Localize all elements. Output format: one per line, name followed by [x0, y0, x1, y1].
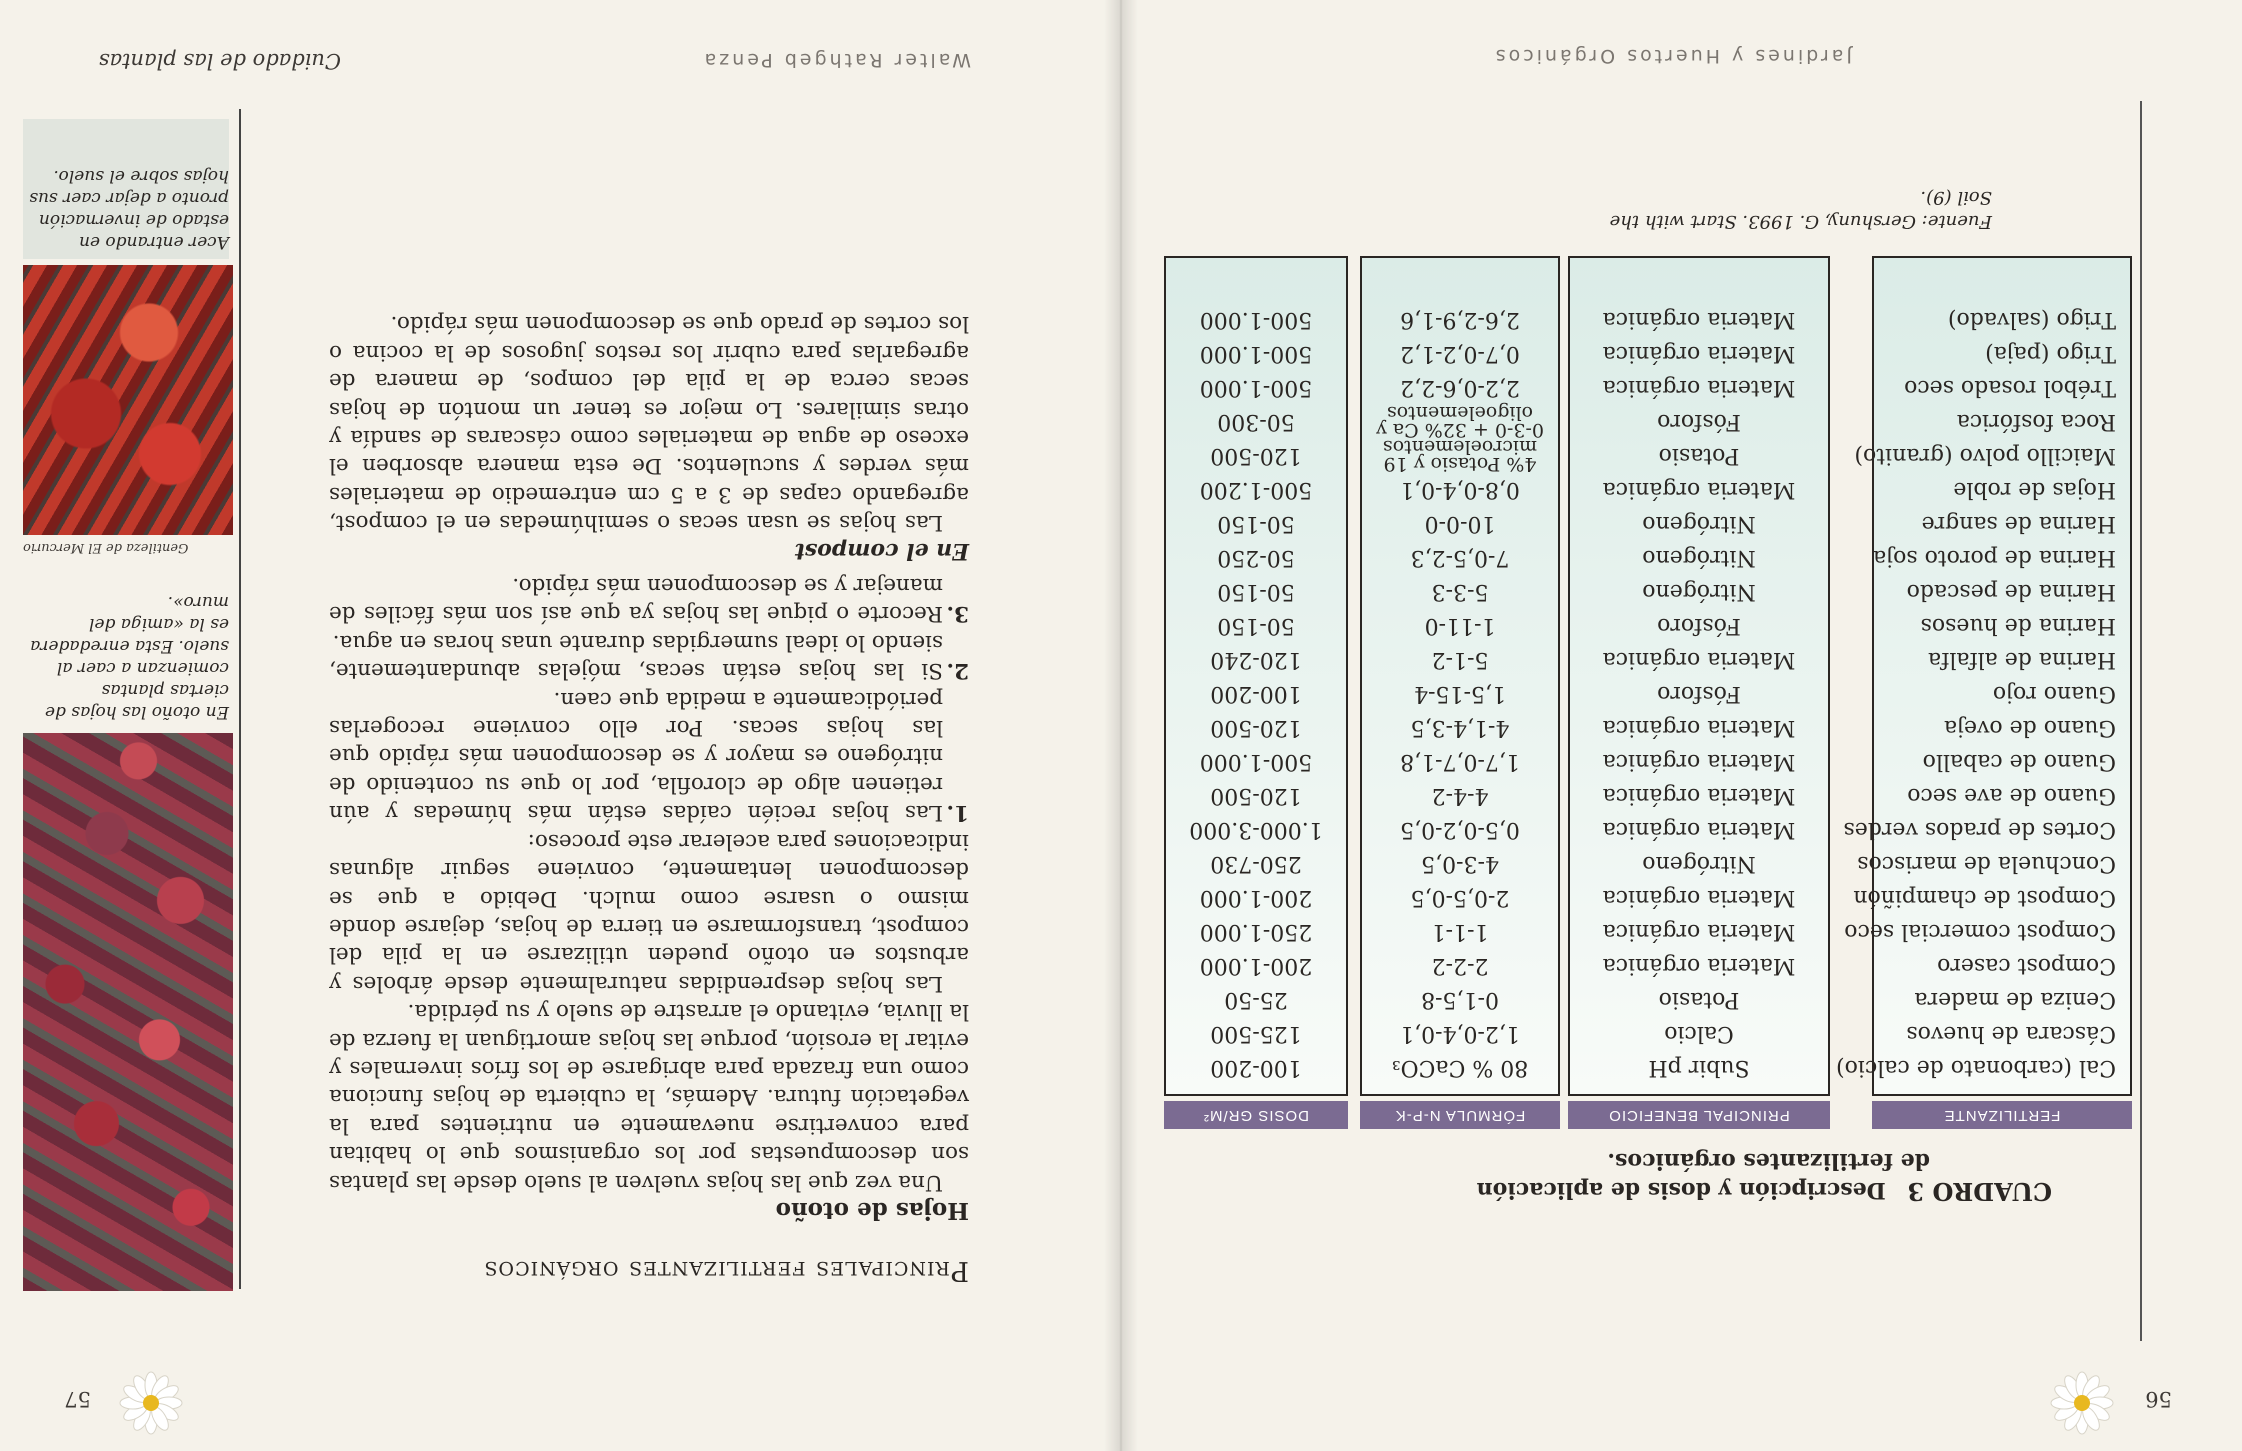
table-cell-fertilizante: Trigo (paja) [1985, 341, 2116, 366]
table-cell-beneficio: Materia orgánica [1602, 749, 1796, 774]
table-cell-formula: 2,6-2,9-1,6 [1400, 307, 1520, 332]
table-cell-fertilizante: Hojas de roble [1953, 477, 2116, 502]
daisy-icon [2042, 1371, 2122, 1435]
table-caption [1232, 1146, 2052, 1206]
body-text [329, 309, 969, 1236]
table-cell-beneficio: Fósforo [1657, 613, 1741, 638]
folio-57: 57 [64, 1387, 91, 1411]
item-text: Las hojas recién caídas están más húmedas y aún retienen algo de clorofila, por lo que su contenido de nitrógeno es mayor y se descomponen más rápido que las hojas secas. Por ello conviene recogerlas periódicamente a medida que caen. [329, 686, 943, 826]
table-cell-dosis: 50-150 [1217, 579, 1295, 604]
column-dosis [1164, 256, 1348, 1096]
table-cell-dosis: 120-500 [1210, 443, 1302, 468]
table-cell-fertilizante: Cáscara de huevos [1906, 1021, 2116, 1046]
column-beneficio [1568, 256, 1830, 1096]
table-cell-formula: 2-2-2 [1431, 953, 1489, 978]
table-cell-formula: 1,5-15-4 [1414, 681, 1506, 706]
table-cell-formula: 0,5-0,2-0,5 [1400, 817, 1520, 842]
margin-rule [2140, 101, 2142, 1341]
table-cell-beneficio: Fósforo [1657, 681, 1741, 706]
table-source: Fuente: Gershuny, G. 1993. Start with the Soil (9). [1609, 187, 1992, 232]
table-cell-beneficio: Potasio [1658, 443, 1740, 468]
numbered-item-3 [329, 571, 969, 628]
item-number: 3. [946, 601, 969, 627]
table-cell-formula: 80 % CaCO₃ [1391, 1055, 1529, 1080]
table-cell-beneficio: Materia orgánica [1602, 715, 1796, 740]
item-number: 1. [946, 800, 969, 826]
table-cell-fertilizante: Guano de ave seco [1907, 783, 2116, 808]
table-cell-fertilizante: Compost casero [1937, 953, 2116, 978]
table-cell-fertilizante: Roca fosfórica [1956, 409, 2116, 434]
table-cell-formula: 1,7-0,7-1,8 [1400, 749, 1520, 774]
item-text: Si las hojas están secas, mójelas abundantemente, siendo lo ideal sumergidas durante unas horas en agua. [329, 629, 943, 684]
table-cell-formula: 5-3-3 [1431, 579, 1489, 604]
table-cell-beneficio: Materia orgánica [1602, 919, 1796, 944]
table-cell-dosis: 500-1.200 [1199, 477, 1313, 502]
table-cell-dosis: 125-500 [1210, 1021, 1302, 1046]
margin-rule [239, 109, 241, 1289]
photo-credit: Gentileza de El Mercurio [23, 540, 189, 555]
table-title-line1: Descripción y dosis de aplicación [1476, 1177, 1886, 1203]
table-cell-dosis: 120-500 [1210, 715, 1302, 740]
ivy-photo [23, 733, 233, 1291]
table-cell-dosis: 250-1.000 [1199, 919, 1313, 944]
table-cell-fertilizante: Guano de caballo [1922, 749, 2116, 774]
acer-photo [23, 265, 233, 535]
table-cell-beneficio: Potasio [1658, 987, 1740, 1012]
table-cell-dosis: 50-250 [1217, 545, 1295, 570]
table-cell-dosis: 50-150 [1217, 511, 1295, 536]
column-formula [1360, 256, 1560, 1096]
table-cell-fertilizante: Guano rojo [1992, 681, 2116, 706]
header-formula: FÓRMULA N-P-K [1360, 1101, 1560, 1129]
table-cell-dosis: 50-150 [1217, 613, 1295, 638]
table-cell-fertilizante: Harina de sangre [1921, 511, 2116, 536]
numbered-item-1 [329, 684, 969, 826]
table-cell-fertilizante: Trigo (salvado) [1947, 307, 2116, 332]
table-cell-dosis: 50-300 [1217, 409, 1295, 434]
table-cell-beneficio: Nitrógeno [1642, 545, 1756, 570]
table-cell-formula: 4-4-2 [1431, 783, 1489, 808]
item-number: 2. [946, 658, 969, 684]
paragraph-compost: Las hojas se usan secas o semihúmedas en el compost, agregando capas de 3 a 5 cm entremedio de materiales más verdes y suculentos. De esta manera absorben el exceso de agua de materiales como cáscaras de sandía y otras similares. Lo mejor es tener un montón de hojas secas cerca de la pila del compos, de manera de agregarlas para cubrir los restos jugosos de la cocina o los cortes de prado que se descomponen más rápido. [329, 311, 969, 536]
table-cell-dosis: 100-200 [1210, 1055, 1302, 1080]
table-cell-dosis: 200-1.000 [1199, 953, 1313, 978]
table-cell-dosis: 25-50 [1224, 987, 1288, 1012]
book-gutter [1104, 0, 1138, 1451]
table-cell-dosis: 250-730 [1210, 851, 1302, 876]
table-cell-fertilizante: Harina de pescado [1906, 579, 2116, 604]
table-cell-formula: 1-11-0 [1424, 613, 1496, 638]
table-cell-beneficio: Nitrógeno [1642, 511, 1756, 536]
paragraph-1: Una vez que las hojas vuelven al suelo desde las plantas son descompuestas por los organismos que lo habitan para convertirse nuevamente en nutrientes para la vegetación futura. Además, la cubierta de hojas funciona como una frazada para abrigarse de los fríos invernales y evitar la erosión, porque las hojas amortiguan la fuerza de la lluvia, evitando el arrastre de suelo y su pérdida. [329, 999, 969, 1195]
table-cell-fertilizante: Cal (carbonato de calcio) [1836, 1055, 2116, 1080]
table-cell-fertilizante: Ceniza de madera [1914, 987, 2116, 1012]
table-cell-dosis: 120-240 [1210, 647, 1302, 672]
table-cell-formula: 7-0,5-2,3 [1410, 545, 1510, 570]
table-cell-formula: 1,2-0,4-0,1 [1400, 1021, 1520, 1046]
header-dosis: DOSIS GR/M² [1164, 1101, 1348, 1129]
table-cell-formula: 2-0,5-0,5 [1410, 885, 1510, 910]
table-cell-formula: 0-3-0 + 32% Ca y oligoelementos [1375, 402, 1544, 441]
table-cell-formula: 5-1-2 [1431, 647, 1489, 672]
table-cell-beneficio: Materia orgánica [1602, 307, 1796, 332]
table-cell-dosis: 100-200 [1210, 681, 1302, 706]
table-cell-formula: 1-1-1 [1431, 919, 1489, 944]
table-cell-dosis: 500-1.000 [1199, 749, 1313, 774]
table-cell-dosis: 500-1.000 [1199, 307, 1313, 332]
table-cell-fertilizante: Harina de alfalfa [1928, 647, 2116, 672]
column-fertilizante [1836, 256, 2132, 1096]
table-cell-fertilizante: Trébol rosado seco [1904, 375, 2116, 400]
table-cell-formula: 0,7-0,2-1,2 [1400, 341, 1520, 366]
table-cell-dosis: 1.000-3.000 [1189, 817, 1323, 842]
table-cell-beneficio: Materia orgánica [1602, 477, 1796, 502]
table-cell-beneficio: Calcio [1664, 1021, 1734, 1046]
table-cell-formula: 0,8-0,4-0,1 [1400, 477, 1520, 502]
header-fertilizante: FERTILIZANTE [1872, 1101, 2132, 1129]
numbered-item-2 [329, 627, 969, 684]
subheading-en-el-compost: En el compost [794, 537, 969, 564]
table-cell-beneficio: Materia orgánica [1602, 647, 1796, 672]
table-cell-fertilizante: Harina de huesos [1920, 613, 2116, 638]
table-cell-fertilizante: Maicillo polvo (granito) [1854, 443, 2116, 468]
table-cell-fertilizante: Compost de champiñón [1853, 885, 2116, 910]
table-cell-dosis: 500-1.000 [1199, 341, 1313, 366]
table-label: CUADRO 3 [1907, 1177, 2052, 1206]
running-head-57-author: Walter Rathgeb Penza [701, 49, 971, 71]
table-title-line2: de fertilizantes orgánicos. [1607, 1148, 1930, 1174]
table-cell-fertilizante: Conchuela de mariscos [1857, 851, 2116, 876]
table-cell-formula: 4% Potasio y 19 microelementos [1382, 436, 1538, 475]
table-cell-dosis: 500-1.000 [1199, 375, 1313, 400]
table-cell-formula: 4-1,4-3,5 [1410, 715, 1510, 740]
subheading-hojas-otono: Hojas de otoño [775, 1197, 969, 1224]
running-head-57-section: Cuidado de las plantas [98, 49, 341, 73]
table-cell-beneficio: Materia orgánica [1602, 783, 1796, 808]
table-cell-formula: 2,2-0,6-2,2 [1400, 375, 1520, 400]
table-cell-dosis: 200-1.000 [1199, 885, 1313, 910]
acer-caption: Acer entrando en estado de invernación pronto a dejar caer sus hojas sobre el suelo. [29, 166, 229, 252]
table-cell-fertilizante: Guano de oveja [1944, 715, 2116, 740]
item-text: Recorte o pique las hojas ya que así son más fáciles de manejar y se descomponen más rápido. [329, 573, 943, 627]
table-cell-beneficio: Nitrógeno [1642, 579, 1756, 604]
table-cell-beneficio: Fósforo [1657, 409, 1741, 434]
folio-56: 56 [2145, 1387, 2172, 1411]
daisy-icon [111, 1371, 191, 1435]
table-cell-dosis: 120-500 [1210, 783, 1302, 808]
table-cell-formula: 4-3-0,5 [1421, 851, 1499, 876]
table-cell-beneficio: Subir pH [1648, 1055, 1750, 1080]
table-cell-beneficio: Materia orgánica [1602, 375, 1796, 400]
table-cell-beneficio: Materia orgánica [1602, 953, 1796, 978]
table-cell-beneficio: Materia orgánica [1602, 885, 1796, 910]
table-cell-formula: 0-1,5-8 [1421, 987, 1499, 1012]
ivy-caption: En otoño las hojas de ciertas plantas comienzan a caer al suelo. Esta enredadera es la «amiga del muro». [30, 592, 229, 722]
page-56 [1121, 0, 2242, 1451]
table-cell-beneficio: Materia orgánica [1602, 341, 1796, 366]
table-cell-formula: 10-0-0 [1424, 511, 1496, 536]
header-beneficio: PRINCIPAL BENEFICIO [1568, 1101, 1830, 1129]
table-cell-fertilizante: Harina de poroto soja [1873, 545, 2116, 570]
section-title: Principales fertilizantes orgánicos [483, 1255, 969, 1286]
running-head-56: Jardines y Huertos Orgánicos [1492, 45, 1852, 67]
table-cell-fertilizante: Cortes de prados verdes [1843, 817, 2116, 842]
table-cell-beneficio: Nitrógeno [1642, 851, 1756, 876]
table-cell-beneficio: Materia orgánica [1602, 817, 1796, 842]
paragraph-2: Las hojas desprendidas naturalmente desde árboles y arbustos en otoño pueden utilizarse en la pila del compost, transformarse en tierra de hojas, dejarse donde mismo o usarse como mulch. Debido a que se descomponen lentamente, conviene seguir algunas indicaciones para acelerar este proceso: [329, 828, 969, 996]
table-cell-fertilizante: Compost comercial seco [1844, 919, 2116, 944]
